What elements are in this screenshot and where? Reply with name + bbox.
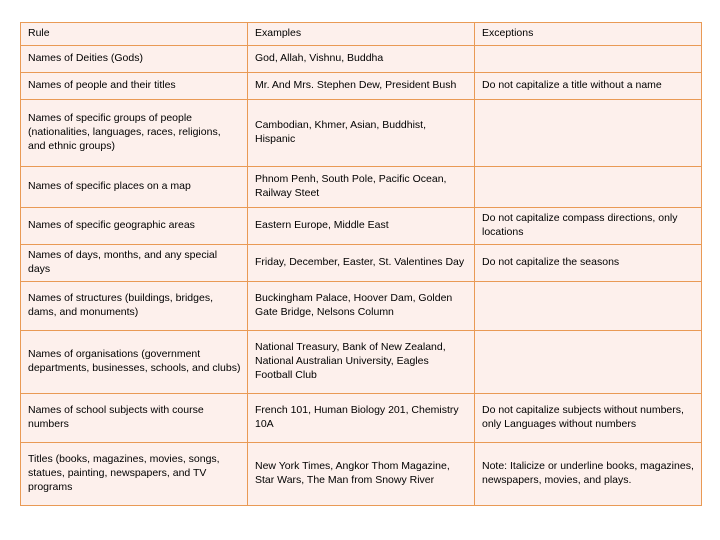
column-header-exceptions: Exceptions bbox=[475, 23, 702, 46]
cell-examples: National Treasury, Bank of New Zealand, National Australian University, Eagles Football Club bbox=[248, 330, 475, 393]
cell-exceptions: Do not capitalize subjects without numbers, only Languages without numbers bbox=[475, 393, 702, 442]
cell-rule: Names of specific groups of people (nationalities, languages, races, religions, and ethnic groups) bbox=[21, 100, 248, 167]
table-row bbox=[21, 245, 702, 282]
cell-rule: Names of structures (buildings, bridges, dams, and monuments) bbox=[21, 281, 248, 330]
column-header-rule: Rule bbox=[21, 23, 248, 46]
cell-examples: Phnom Penh, South Pole, Pacific Ocean, Railway Steet bbox=[248, 167, 475, 208]
cell-exceptions: Do not capitalize a title without a name bbox=[475, 73, 702, 100]
cell-exceptions bbox=[475, 100, 702, 167]
cell-rule: Names of people and their titles bbox=[21, 73, 248, 100]
table-row bbox=[21, 330, 702, 393]
cell-exceptions bbox=[475, 46, 702, 73]
cell-examples: French 101, Human Biology 201, Chemistry 10A bbox=[248, 393, 475, 442]
table-row bbox=[21, 393, 702, 442]
table-row bbox=[21, 46, 702, 73]
cell-examples: New York Times, Angkor Thom Magazine, Star Wars, The Man from Snowy River bbox=[248, 442, 475, 505]
column-header-examples: Examples bbox=[248, 23, 475, 46]
cell-rule: Names of days, months, and any special days bbox=[21, 245, 248, 282]
cell-rule: Names of organisations (government departments, businesses, schools, and clubs) bbox=[21, 330, 248, 393]
table-row bbox=[21, 208, 702, 245]
cell-exceptions bbox=[475, 330, 702, 393]
cell-rule: Names of Deities (Gods) bbox=[21, 46, 248, 73]
cell-examples: Mr. And Mrs. Stephen Dew, President Bush bbox=[248, 73, 475, 100]
cell-rule: Names of school subjects with course numbers bbox=[21, 393, 248, 442]
table-row bbox=[21, 73, 702, 100]
cell-examples: God, Allah, Vishnu, Buddha bbox=[248, 46, 475, 73]
table-row bbox=[21, 100, 702, 167]
capitalisation-rules-table bbox=[20, 22, 702, 506]
cell-rule: Titles (books, magazines, movies, songs, statues, painting, newspapers, and TV programs bbox=[21, 442, 248, 505]
table-row bbox=[21, 281, 702, 330]
cell-rule: Names of specific places on a map bbox=[21, 167, 248, 208]
cell-examples: Cambodian, Khmer, Asian, Buddhist, Hispanic bbox=[248, 100, 475, 167]
cell-examples: Friday, December, Easter, St. Valentines Day bbox=[248, 245, 475, 282]
table-row bbox=[21, 442, 702, 505]
cell-exceptions bbox=[475, 281, 702, 330]
cell-examples: Buckingham Palace, Hoover Dam, Golden Gate Bridge, Nelsons Column bbox=[248, 281, 475, 330]
cell-rule: Names of specific geographic areas bbox=[21, 208, 248, 245]
cell-exceptions: Do not capitalize the seasons bbox=[475, 245, 702, 282]
cell-exceptions: Do not capitalize compass directions, only locations bbox=[475, 208, 702, 245]
table-row bbox=[21, 167, 702, 208]
cell-exceptions bbox=[475, 167, 702, 208]
table-header-row bbox=[21, 23, 702, 46]
cell-examples: Eastern Europe, Middle East bbox=[248, 208, 475, 245]
cell-exceptions: Note: Italicize or underline books, magazines, newspapers, movies, and plays. bbox=[475, 442, 702, 505]
